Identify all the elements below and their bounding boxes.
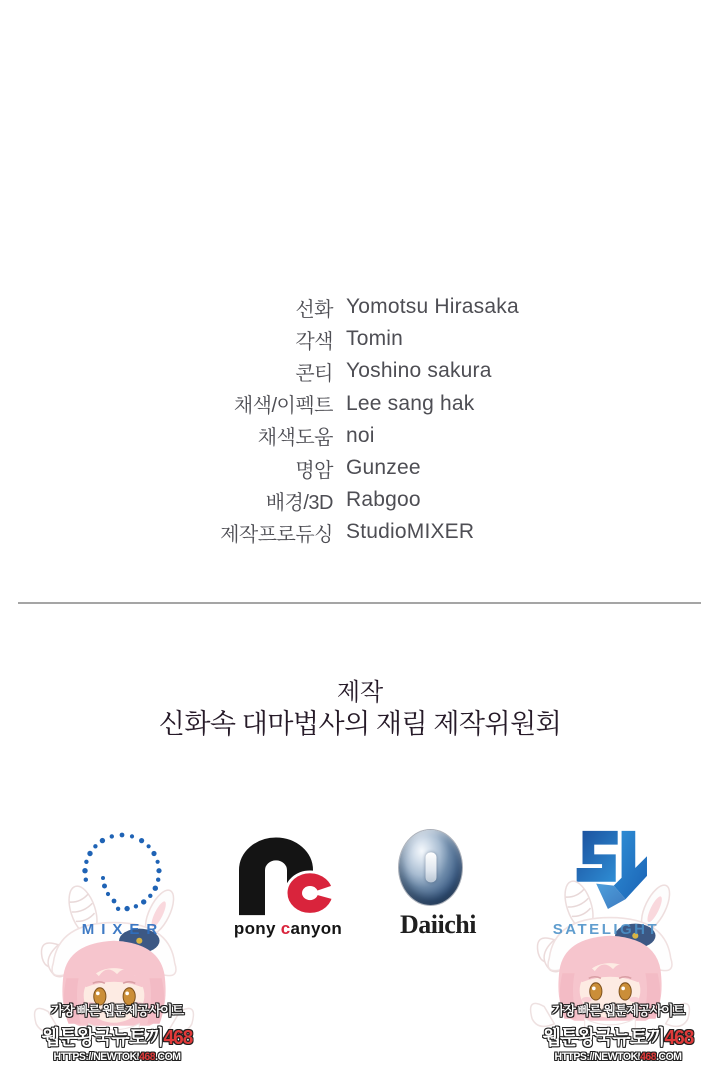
watermark-sitename-number: 468: [163, 1027, 193, 1049]
watermark-tagline: 가장 빠른 웹툰제공사이트: [50, 1003, 184, 1018]
credit-row: [0, 388, 720, 420]
credits-list: [0, 291, 720, 549]
credit-role-label: 채색/이펙트: [233, 395, 333, 418]
daiichi-sphere-icon: [399, 830, 462, 905]
credit-person-value: Lee sang hak: [346, 391, 475, 415]
credit-person-value: Tomin: [346, 327, 404, 351]
watermark-sitename: [27, 1021, 208, 1050]
pony-wordmark-pre: pony: [233, 919, 281, 938]
credit-row: [0, 452, 720, 484]
pony-wordmark-c: c: [280, 919, 291, 938]
watermark-url-number: 468: [139, 1051, 156, 1063]
watermark-url-prefix: HTTPS://NEWTOKI: [554, 1051, 641, 1063]
credit-row: [0, 516, 720, 548]
daiichi-i-bar: [425, 852, 436, 882]
watermark-sitename-number: 468: [664, 1027, 694, 1049]
watermark-url-number: 468: [640, 1051, 657, 1063]
credit-role-label: 각색: [295, 330, 333, 353]
credit-row: [0, 323, 720, 355]
credit-role-label: 명암: [295, 459, 333, 482]
credit-person-value: Rabgoo: [346, 488, 421, 512]
watermark-sitename: [528, 1021, 709, 1050]
credit-person-value: noi: [346, 423, 375, 447]
credit-person-value: Yoshino sakura: [346, 359, 492, 383]
site-watermark-right: [523, 1000, 713, 1063]
watermark-sitename-text: 웹툰왕국뉴토끼: [542, 1027, 665, 1049]
pony-wordmark-rest: anyon: [290, 919, 343, 938]
pony-canyon-wordmark: [224, 919, 352, 939]
credit-role-label: 배경/3D: [265, 491, 333, 514]
credit-role-label: 채색도움: [257, 427, 333, 450]
watermark-url-suffix: .COM: [155, 1051, 181, 1063]
pony-canyon-logo-icon: [226, 826, 346, 916]
site-watermark-left: [22, 1000, 212, 1063]
credit-person-value: Gunzee: [346, 456, 421, 480]
production-committee: 신화속 대마법사의 재림 제작위원회: [158, 709, 562, 739]
watermark-url-suffix: .COM: [656, 1051, 682, 1063]
mixer-wordmark: MIXER: [81, 921, 165, 938]
credit-role-label: 제작프로듀싱: [220, 523, 333, 546]
daiichi-wordmark: Daiichi: [400, 910, 476, 939]
credit-row: [0, 291, 720, 323]
credit-person-value: Yomotsu Hirasaka: [346, 295, 519, 319]
credit-role-label: 선화: [295, 298, 333, 321]
watermark-tagline: 가장 빠른 웹툰제공사이트: [551, 1003, 685, 1018]
section-divider: [18, 602, 701, 604]
production-heading: 제작: [336, 680, 384, 706]
watermark-url: [528, 1051, 709, 1063]
watermark-url-prefix: HTTPS://NEWTOKI: [53, 1051, 140, 1063]
credit-person-value: StudioMIXER: [346, 520, 475, 544]
credit-row: [0, 420, 720, 452]
satelight-wordmark: SATELIGHT: [552, 921, 660, 938]
credit-role-label: 콘티: [295, 362, 333, 385]
watermark-url: [27, 1051, 208, 1063]
watermark-sitename-text: 웹툰왕국뉴토끼: [41, 1027, 164, 1049]
credit-row: [0, 484, 720, 516]
credit-row: [0, 355, 720, 387]
